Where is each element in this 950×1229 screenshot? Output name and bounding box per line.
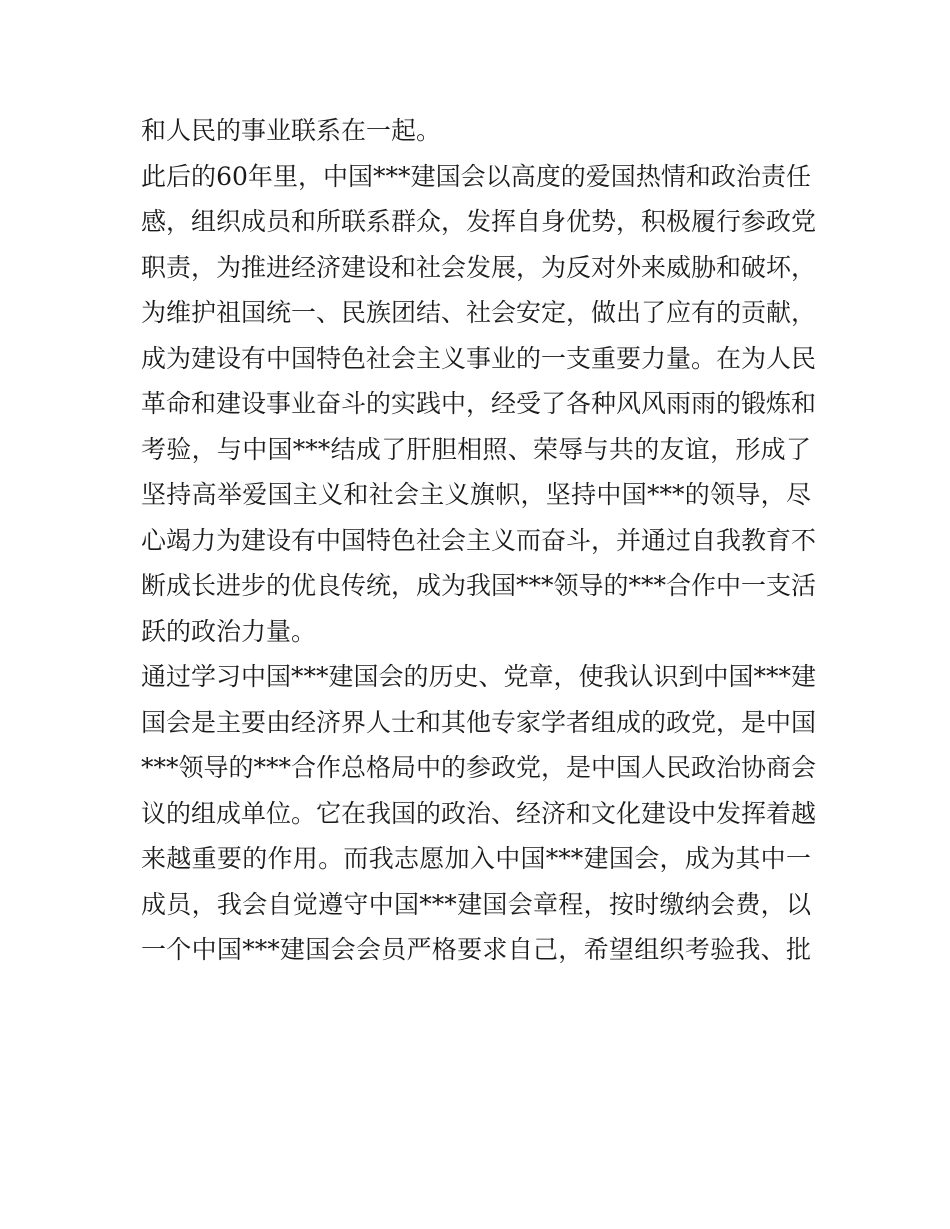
body-text bbox=[141, 108, 821, 973]
text-line: 通过学习中国***建国会的历史、党章，使我认识到中国***建 bbox=[141, 662, 817, 691]
text-line: 考验，与中国***结成了肝胆相照、荣辱与共的友谊，形成了 bbox=[141, 434, 811, 464]
text-line: 为维护祖国统一、民族团结、社会安定，做出了应有的贡献， bbox=[141, 298, 817, 327]
text-line: 断成长进步的优良传统，成为我国***领导的***合作中一支活 bbox=[141, 571, 817, 600]
text-line: 心竭力为建设有中国特色社会主义而奋斗，并通过自我教育不 bbox=[141, 525, 817, 555]
text-line: 革命和建设事业奋斗的实践中，经受了各种风风雨雨的锻炼和 bbox=[141, 389, 817, 418]
text-line: 成员，我会自觉遵守中国***建国会章程，按时缴纳会费，以 bbox=[141, 889, 811, 919]
text-line: 感，组织成员和所联系群众，发挥自身优势，积极履行参政党 bbox=[141, 207, 817, 236]
text-line: 来越重要的作用。而我志愿加入中国***建国会，成为其中一 bbox=[141, 844, 811, 873]
text-line: 跃的政治力量。 bbox=[141, 616, 317, 646]
text-line: 国会是主要由经济界人士和其他专家学者组成的政党，是中国 bbox=[141, 707, 817, 737]
text-line: 和人民的事业联系在一起。 bbox=[141, 116, 442, 145]
text-line: ***领导的***合作总格局中的参政党，是中国人民政治协商会 bbox=[141, 753, 817, 782]
text-line: 坚持高举爱国主义和社会主义旗帜，坚持中国***的领导，尽 bbox=[141, 480, 811, 509]
text-line: 一个中国***建国会会员严格要求自己，希望组织考验我、批 bbox=[141, 935, 811, 964]
text-line: 职责，为推进经济建设和社会发展，为反对外来威胁和破坏， bbox=[141, 252, 817, 282]
text-line: 成为建设有中国特色社会主义事业的一支重要力量。在为人民 bbox=[141, 343, 817, 373]
text-line: 议的组成单位。它在我国的政治、经济和文化建设中发挥着越 bbox=[141, 798, 817, 828]
text-line: 此后的60年里，中国***建国会以高度的爱国热情和政治责任 bbox=[141, 161, 811, 191]
